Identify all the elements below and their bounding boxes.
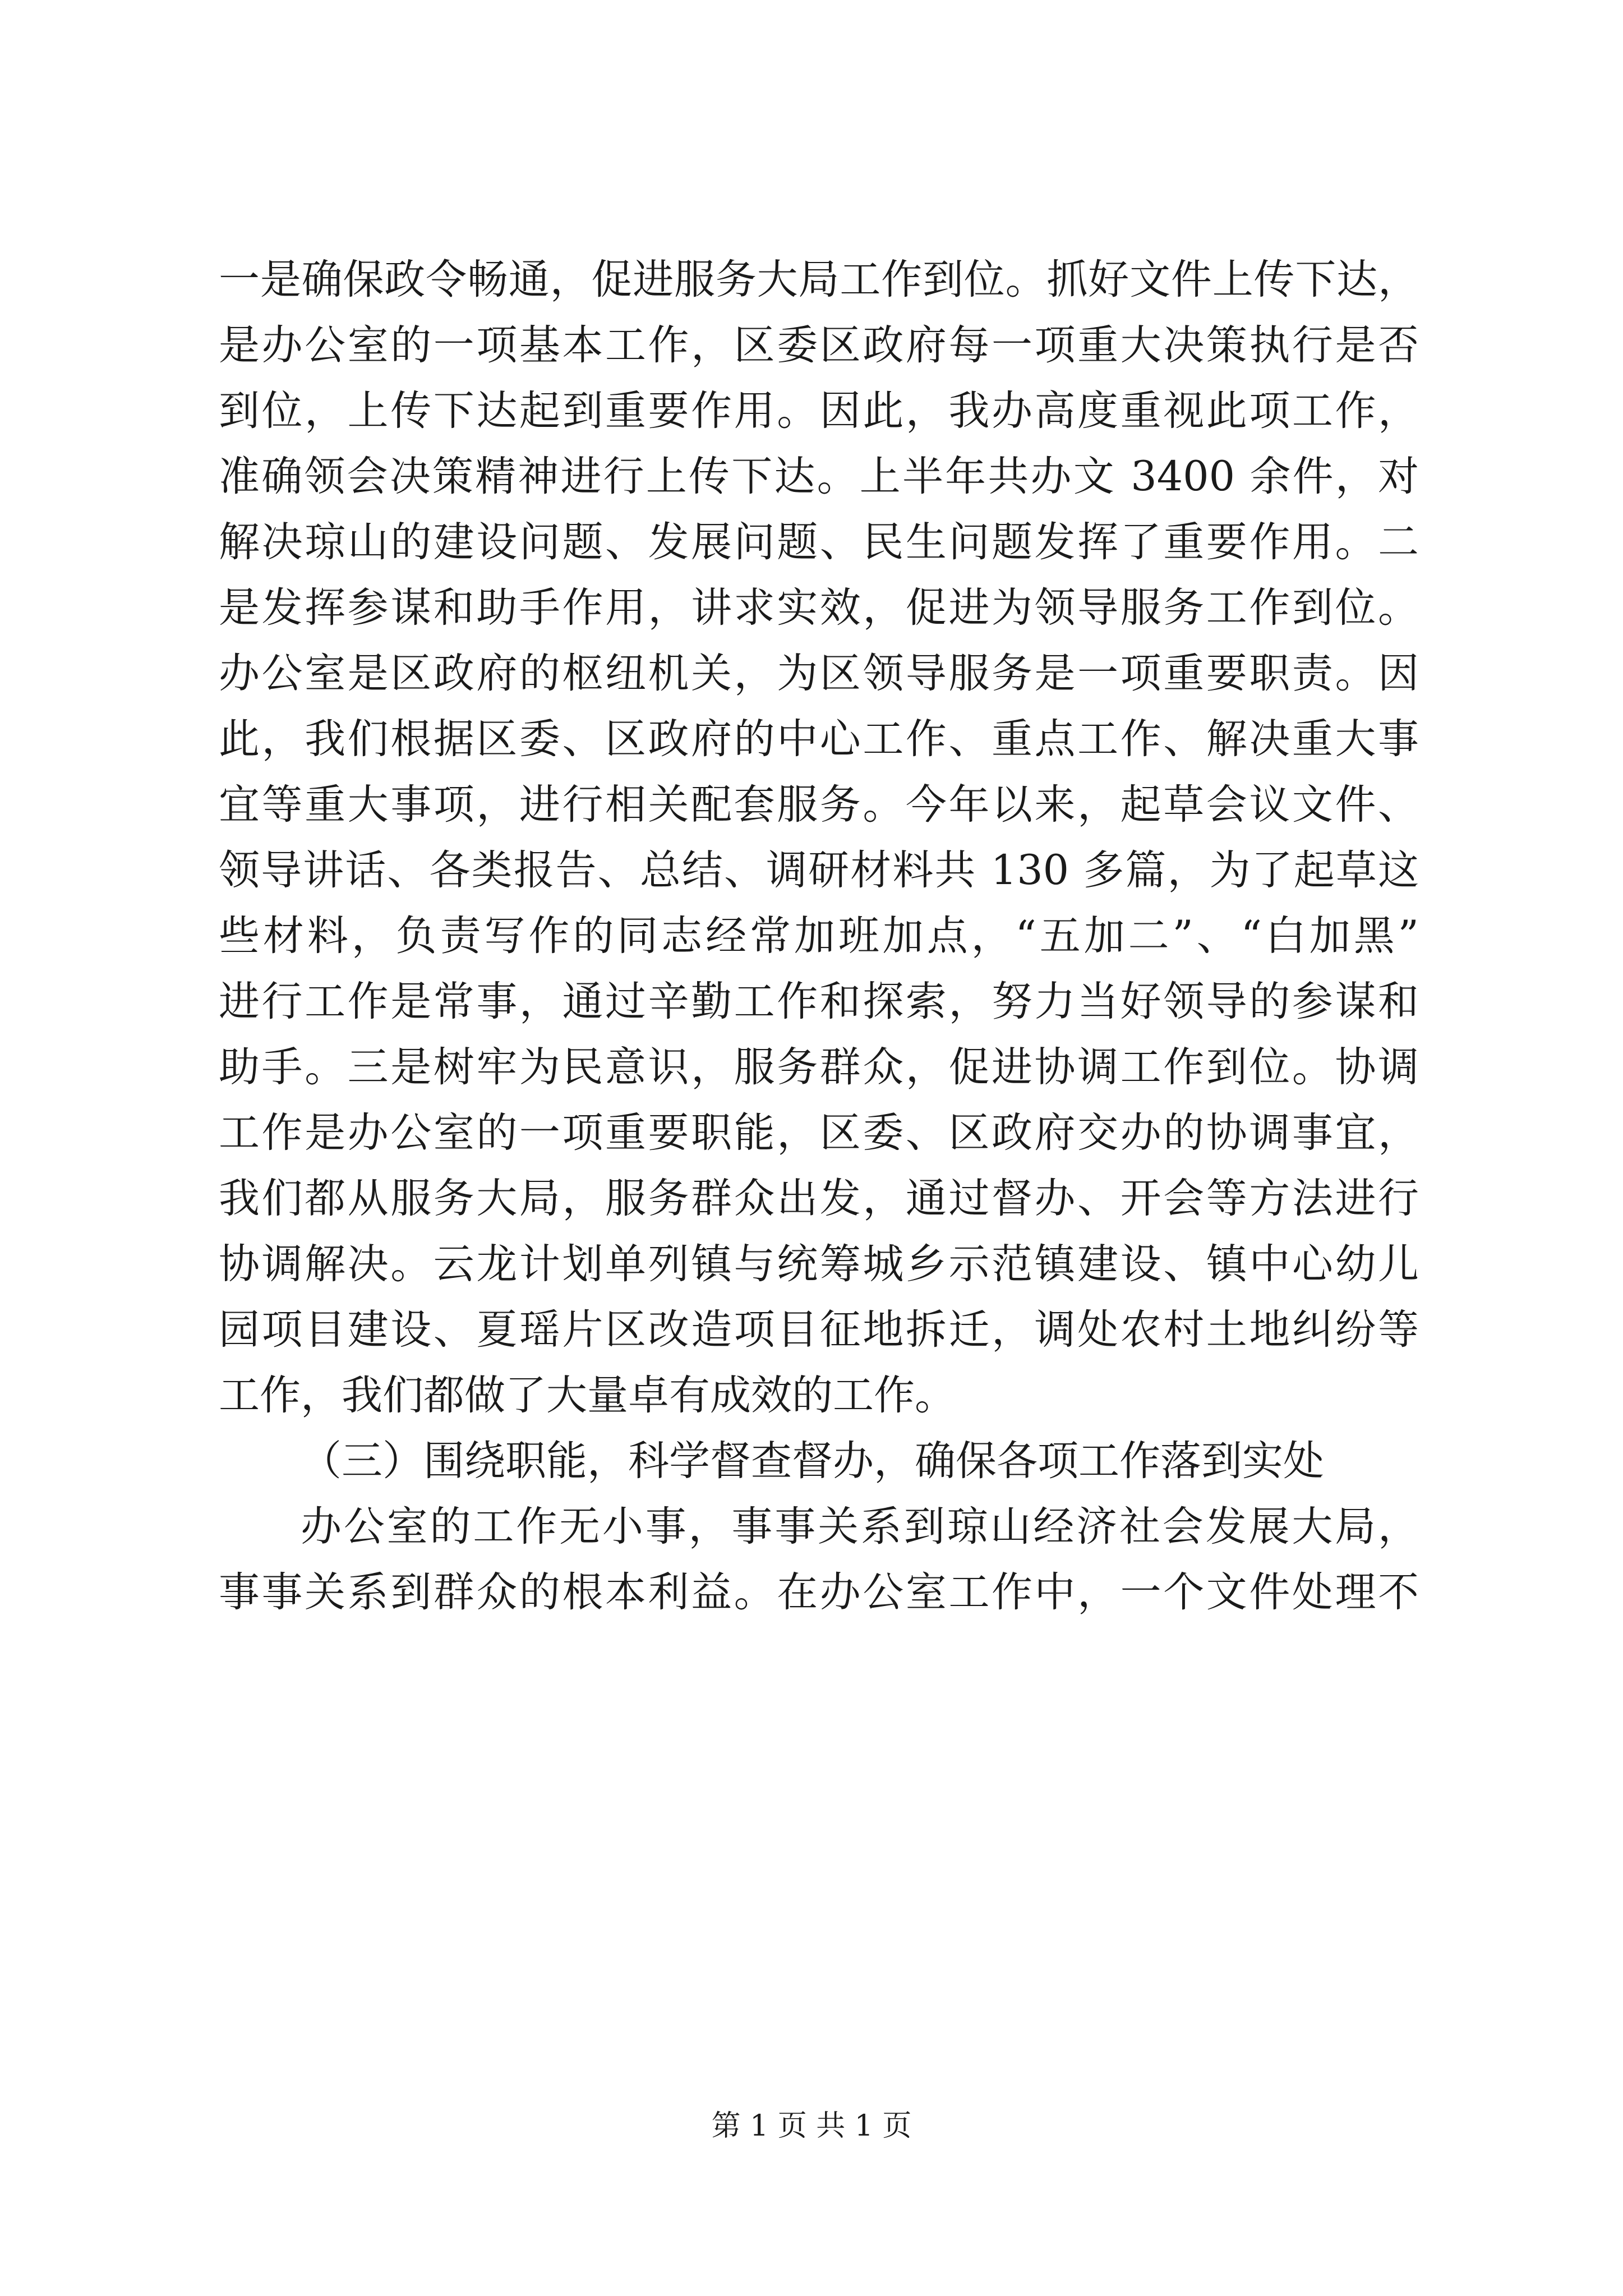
paragraph-line: 进行工作是常事，通过辛勤工作和探索，努力当好领导的参谋和	[219, 978, 1419, 1025]
paragraph-line: 宜等重大事项，进行相关配套服务。今年以来，起草会议文件、	[219, 781, 1419, 829]
document-body	[219, 247, 1419, 1625]
paragraph-line: 办公室的工作无小事，事事关系到琼山经济社会发展大局，	[301, 1503, 1419, 1550]
paragraph-line: 我们都从服务大局，服务群众出发，通过督办、开会等方法进行	[219, 1175, 1419, 1222]
section-heading: （三）围绕职能，科学督查督办，确保各项工作落到实处	[301, 1437, 1324, 1485]
paragraph-line: 一是确保政令畅通，促进服务大局工作到位。抓好文件上传下达，	[219, 256, 1419, 303]
paragraph-line: 协调解决。云龙计划单列镇与统筹城乡示范镇建设、镇中心幼儿	[219, 1240, 1419, 1288]
paragraph-line: 此，我们根据区委、区政府的中心工作、重点工作、解决重大事	[219, 715, 1419, 763]
paragraph-line: 些材料，负责写作的同志经常加班加点，“五加二”、“白加黑”	[219, 912, 1419, 960]
paragraph-line: 助手。三是树牢为民意识，服务群众，促进协调工作到位。协调	[219, 1043, 1419, 1091]
paragraph-line: 是发挥参谋和助手作用，讲求实效，促进为领导服务工作到位。	[219, 584, 1419, 632]
paragraph-line: 准确领会决策精神进行上传下达。上半年共办文 3400 余件，对	[219, 453, 1419, 500]
paragraph-line: 解决琼山的建设问题、发展问题、民生问题发挥了重要作用。二	[219, 518, 1419, 566]
paragraph-line: 工作是办公室的一项重要职能，区委、区政府交办的协调事宜，	[219, 1109, 1419, 1157]
paragraph-line: 到位，上传下达起到重要作用。因此，我办高度重视此项工作，	[219, 387, 1419, 435]
paragraph-line: 事事关系到群众的根本利益。在办公室工作中，一个文件处理不	[219, 1568, 1419, 1616]
paragraph-line: 领导讲话、各类报告、总结、调研材料共 130 多篇，为了起草这	[219, 846, 1419, 894]
paragraph-line: 是办公室的一项基本工作，区委区政府每一项重大决策执行是否	[219, 321, 1419, 369]
paragraph-line: 办公室是区政府的枢纽机关，为区领导服务是一项重要职责。因	[219, 650, 1419, 697]
paragraph-line: 工作，我们都做了大量卓有成效的工作。	[219, 1372, 956, 1419]
paragraph-line: 园项目建设、夏瑶片区改造项目征地拆迁，调处农村土地纠纷等	[219, 1306, 1419, 1354]
page-footer: 第 1 页 共 1 页	[711, 2109, 912, 2143]
